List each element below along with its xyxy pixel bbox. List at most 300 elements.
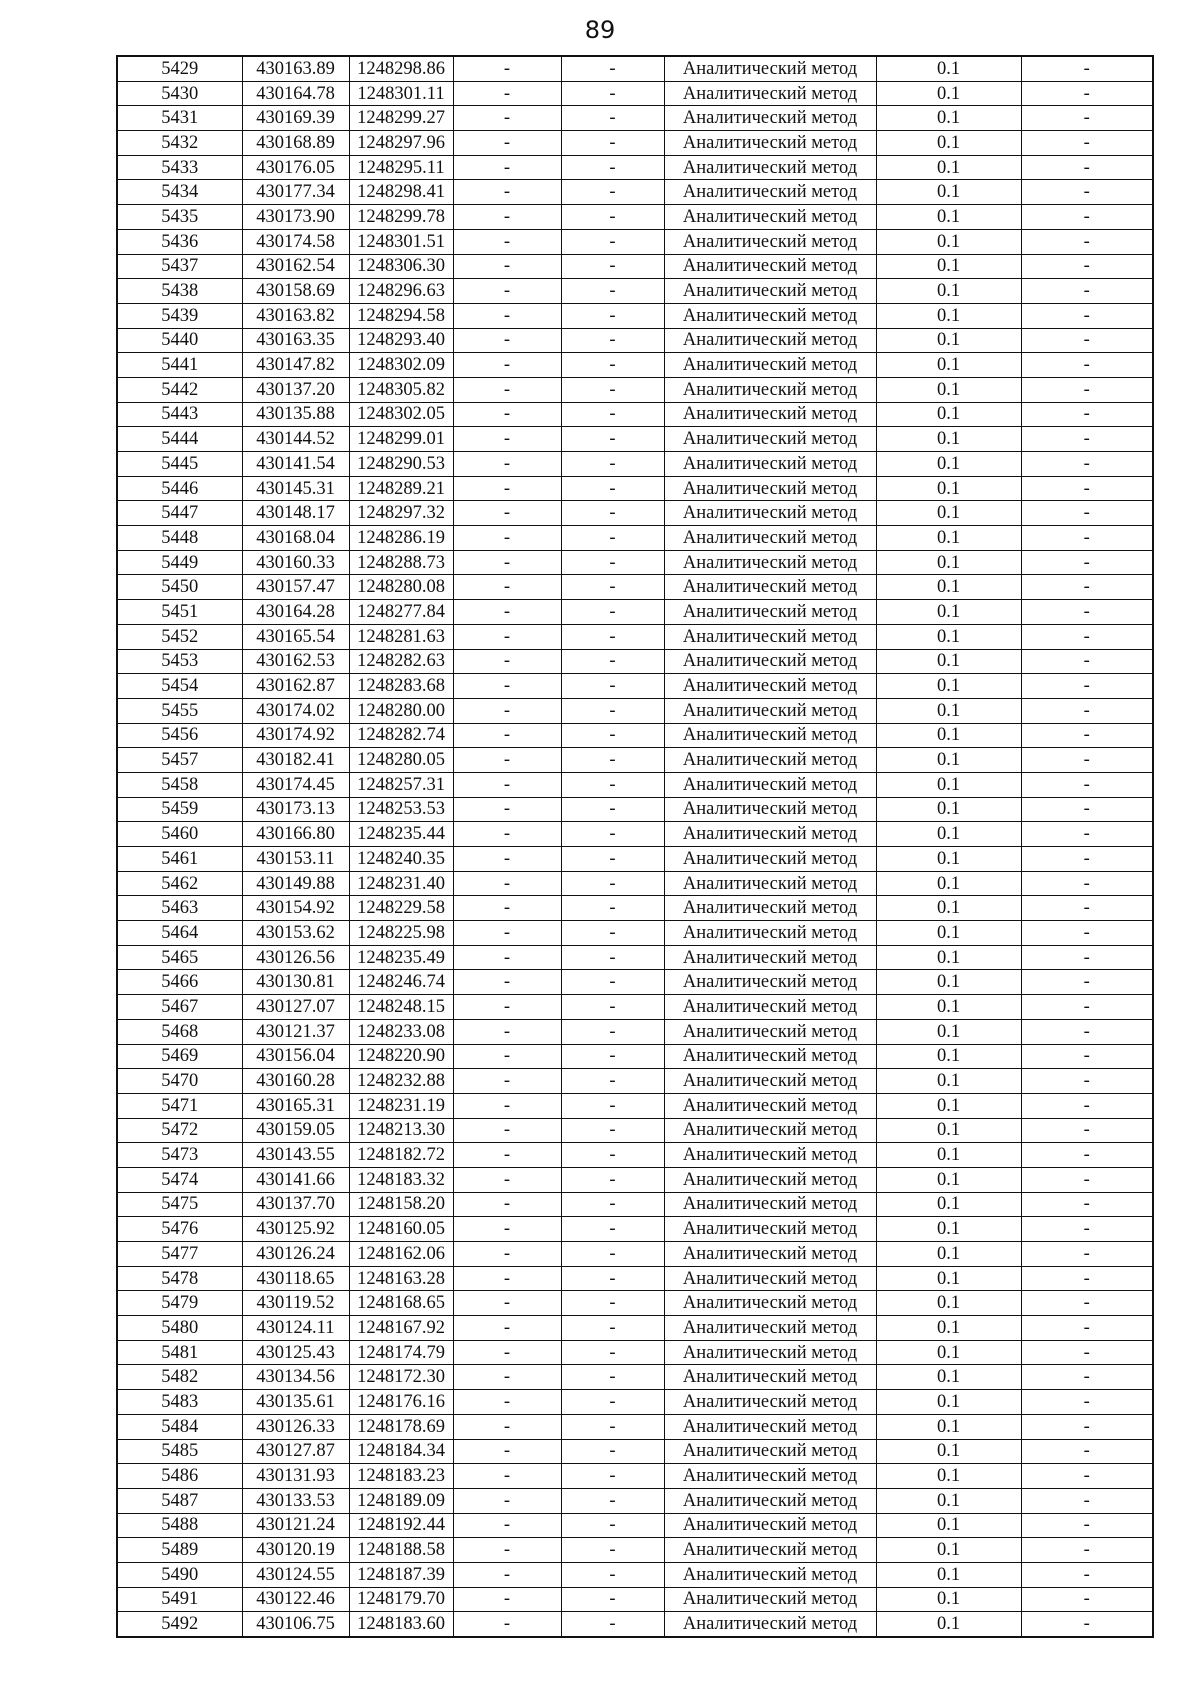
empty-cell-3: -	[1021, 822, 1153, 847]
y-coordinate-cell: 1248280.08	[349, 575, 453, 600]
method-cell: Аналитический метод	[664, 921, 876, 946]
empty-cell-3: -	[1021, 1266, 1153, 1291]
x-coordinate-cell: 430124.11	[242, 1316, 349, 1341]
method-cell: Аналитический метод	[664, 81, 876, 106]
x-coordinate-cell: 430122.46	[242, 1587, 349, 1612]
x-coordinate-cell: 430137.70	[242, 1192, 349, 1217]
method-cell: Аналитический метод	[664, 205, 876, 230]
y-coordinate-cell: 1248240.35	[349, 847, 453, 872]
empty-cell-3: -	[1021, 1439, 1153, 1464]
empty-cell-3: -	[1021, 205, 1153, 230]
method-cell: Аналитический метод	[664, 1439, 876, 1464]
point-number-cell: 5430	[117, 81, 242, 106]
accuracy-cell: 0.1	[876, 476, 1021, 501]
empty-cell-3: -	[1021, 106, 1153, 131]
point-number-cell: 5469	[117, 1044, 242, 1069]
x-coordinate-cell: 430106.75	[242, 1612, 349, 1637]
empty-cell-1: -	[453, 945, 561, 970]
empty-cell-2: -	[561, 723, 664, 748]
point-number-cell: 5473	[117, 1143, 242, 1168]
accuracy-cell: 0.1	[876, 797, 1021, 822]
accuracy-cell: 0.1	[876, 328, 1021, 353]
point-number-cell: 5467	[117, 995, 242, 1020]
x-coordinate-cell: 430144.52	[242, 427, 349, 452]
point-number-cell: 5465	[117, 945, 242, 970]
empty-cell-1: -	[453, 1612, 561, 1637]
y-coordinate-cell: 1248183.60	[349, 1612, 453, 1637]
method-cell: Аналитический метод	[664, 1242, 876, 1267]
y-coordinate-cell: 1248192.44	[349, 1513, 453, 1538]
empty-cell-2: -	[561, 600, 664, 625]
accuracy-cell: 0.1	[876, 377, 1021, 402]
x-coordinate-cell: 430156.04	[242, 1044, 349, 1069]
accuracy-cell: 0.1	[876, 674, 1021, 699]
x-coordinate-cell: 430168.89	[242, 131, 349, 156]
method-cell: Аналитический метод	[664, 106, 876, 131]
empty-cell-3: -	[1021, 1464, 1153, 1489]
table-row	[117, 1167, 1153, 1192]
empty-cell-1: -	[453, 328, 561, 353]
x-coordinate-cell: 430126.33	[242, 1414, 349, 1439]
point-number-cell: 5429	[117, 56, 242, 81]
empty-cell-3: -	[1021, 649, 1153, 674]
x-coordinate-cell: 430160.33	[242, 550, 349, 575]
method-cell: Аналитический метод	[664, 526, 876, 551]
table-row	[117, 131, 1153, 156]
table-row	[117, 279, 1153, 304]
empty-cell-3: -	[1021, 550, 1153, 575]
x-coordinate-cell: 430135.88	[242, 402, 349, 427]
y-coordinate-cell: 1248289.21	[349, 476, 453, 501]
table-row	[117, 698, 1153, 723]
y-coordinate-cell: 1248297.32	[349, 501, 453, 526]
point-number-cell: 5484	[117, 1414, 242, 1439]
table-row	[117, 797, 1153, 822]
empty-cell-1: -	[453, 698, 561, 723]
accuracy-cell: 0.1	[876, 1093, 1021, 1118]
y-coordinate-cell: 1248172.30	[349, 1365, 453, 1390]
table-row	[117, 1538, 1153, 1563]
x-coordinate-cell: 430137.20	[242, 377, 349, 402]
empty-cell-3: -	[1021, 56, 1153, 81]
method-cell: Аналитический метод	[664, 600, 876, 625]
method-cell: Аналитический метод	[664, 797, 876, 822]
accuracy-cell: 0.1	[876, 155, 1021, 180]
empty-cell-1: -	[453, 1291, 561, 1316]
x-coordinate-cell: 430173.90	[242, 205, 349, 230]
empty-cell-2: -	[561, 106, 664, 131]
empty-cell-2: -	[561, 945, 664, 970]
method-cell: Аналитический метод	[664, 1044, 876, 1069]
empty-cell-3: -	[1021, 279, 1153, 304]
accuracy-cell: 0.1	[876, 279, 1021, 304]
y-coordinate-cell: 1248280.00	[349, 698, 453, 723]
empty-cell-2: -	[561, 847, 664, 872]
accuracy-cell: 0.1	[876, 550, 1021, 575]
point-number-cell: 5444	[117, 427, 242, 452]
empty-cell-3: -	[1021, 526, 1153, 551]
method-cell: Аналитический метод	[664, 847, 876, 872]
accuracy-cell: 0.1	[876, 575, 1021, 600]
point-number-cell: 5458	[117, 772, 242, 797]
point-number-cell: 5460	[117, 822, 242, 847]
table-row	[117, 772, 1153, 797]
empty-cell-1: -	[453, 797, 561, 822]
point-number-cell: 5474	[117, 1167, 242, 1192]
empty-cell-3: -	[1021, 229, 1153, 254]
empty-cell-3: -	[1021, 871, 1153, 896]
y-coordinate-cell: 1248305.82	[349, 377, 453, 402]
table-row	[117, 476, 1153, 501]
point-number-cell: 5438	[117, 279, 242, 304]
y-coordinate-cell: 1248163.28	[349, 1266, 453, 1291]
empty-cell-2: -	[561, 1044, 664, 1069]
page-number: 89	[584, 16, 616, 44]
x-coordinate-cell: 430157.47	[242, 575, 349, 600]
empty-cell-2: -	[561, 1316, 664, 1341]
empty-cell-1: -	[453, 1340, 561, 1365]
empty-cell-1: -	[453, 1019, 561, 1044]
y-coordinate-cell: 1248187.39	[349, 1562, 453, 1587]
y-coordinate-cell: 1248248.15	[349, 995, 453, 1020]
accuracy-cell: 0.1	[876, 1167, 1021, 1192]
empty-cell-2: -	[561, 279, 664, 304]
method-cell: Аналитический метод	[664, 1538, 876, 1563]
method-cell: Аналитический метод	[664, 1562, 876, 1587]
empty-cell-1: -	[453, 279, 561, 304]
y-coordinate-cell: 1248257.31	[349, 772, 453, 797]
accuracy-cell: 0.1	[876, 402, 1021, 427]
empty-cell-3: -	[1021, 698, 1153, 723]
empty-cell-1: -	[453, 822, 561, 847]
y-coordinate-cell: 1248294.58	[349, 303, 453, 328]
y-coordinate-cell: 1248235.49	[349, 945, 453, 970]
empty-cell-2: -	[561, 1562, 664, 1587]
y-coordinate-cell: 1248283.68	[349, 674, 453, 699]
empty-cell-3: -	[1021, 896, 1153, 921]
y-coordinate-cell: 1248213.30	[349, 1118, 453, 1143]
x-coordinate-cell: 430160.28	[242, 1069, 349, 1094]
point-number-cell: 5439	[117, 303, 242, 328]
accuracy-cell: 0.1	[876, 624, 1021, 649]
table-row	[117, 1365, 1153, 1390]
accuracy-cell: 0.1	[876, 254, 1021, 279]
accuracy-cell: 0.1	[876, 649, 1021, 674]
empty-cell-1: -	[453, 1217, 561, 1242]
accuracy-cell: 0.1	[876, 772, 1021, 797]
table-row	[117, 1439, 1153, 1464]
accuracy-cell: 0.1	[876, 896, 1021, 921]
table-row	[117, 155, 1153, 180]
empty-cell-3: -	[1021, 723, 1153, 748]
accuracy-cell: 0.1	[876, 970, 1021, 995]
accuracy-cell: 0.1	[876, 1439, 1021, 1464]
point-number-cell: 5457	[117, 748, 242, 773]
accuracy-cell: 0.1	[876, 1612, 1021, 1637]
method-cell: Аналитический метод	[664, 1192, 876, 1217]
point-number-cell: 5453	[117, 649, 242, 674]
empty-cell-1: -	[453, 452, 561, 477]
empty-cell-2: -	[561, 180, 664, 205]
table-row	[117, 1291, 1153, 1316]
x-coordinate-cell: 430130.81	[242, 970, 349, 995]
empty-cell-2: -	[561, 155, 664, 180]
table-row	[117, 1192, 1153, 1217]
empty-cell-3: -	[1021, 155, 1153, 180]
point-number-cell: 5471	[117, 1093, 242, 1118]
accuracy-cell: 0.1	[876, 723, 1021, 748]
point-number-cell: 5436	[117, 229, 242, 254]
accuracy-cell: 0.1	[876, 995, 1021, 1020]
x-coordinate-cell: 430159.05	[242, 1118, 349, 1143]
empty-cell-1: -	[453, 353, 561, 378]
method-cell: Аналитический метод	[664, 180, 876, 205]
table-row	[117, 1390, 1153, 1415]
point-number-cell: 5487	[117, 1488, 242, 1513]
table-row	[117, 575, 1153, 600]
method-cell: Аналитический метод	[664, 1069, 876, 1094]
empty-cell-1: -	[453, 649, 561, 674]
accuracy-cell: 0.1	[876, 1019, 1021, 1044]
point-number-cell: 5478	[117, 1266, 242, 1291]
method-cell: Аналитический метод	[664, 896, 876, 921]
accuracy-cell: 0.1	[876, 205, 1021, 230]
empty-cell-3: -	[1021, 303, 1153, 328]
empty-cell-1: -	[453, 1266, 561, 1291]
table-row	[117, 921, 1153, 946]
y-coordinate-cell: 1248298.86	[349, 56, 453, 81]
table-row	[117, 600, 1153, 625]
y-coordinate-cell: 1248182.72	[349, 1143, 453, 1168]
table-row	[117, 254, 1153, 279]
empty-cell-1: -	[453, 1167, 561, 1192]
x-coordinate-cell: 430164.28	[242, 600, 349, 625]
y-coordinate-cell: 1248176.16	[349, 1390, 453, 1415]
empty-cell-3: -	[1021, 131, 1153, 156]
x-coordinate-cell: 430162.87	[242, 674, 349, 699]
empty-cell-3: -	[1021, 1192, 1153, 1217]
table-row	[117, 970, 1153, 995]
x-coordinate-cell: 430174.92	[242, 723, 349, 748]
empty-cell-1: -	[453, 871, 561, 896]
empty-cell-1: -	[453, 377, 561, 402]
x-coordinate-cell: 430141.54	[242, 452, 349, 477]
accuracy-cell: 0.1	[876, 1488, 1021, 1513]
empty-cell-2: -	[561, 550, 664, 575]
empty-cell-3: -	[1021, 1390, 1153, 1415]
table-row	[117, 550, 1153, 575]
empty-cell-2: -	[561, 476, 664, 501]
accuracy-cell: 0.1	[876, 501, 1021, 526]
accuracy-cell: 0.1	[876, 748, 1021, 773]
table-row	[117, 56, 1153, 81]
method-cell: Аналитический метод	[664, 1019, 876, 1044]
x-coordinate-cell: 430127.87	[242, 1439, 349, 1464]
accuracy-cell: 0.1	[876, 1192, 1021, 1217]
method-cell: Аналитический метод	[664, 1587, 876, 1612]
empty-cell-2: -	[561, 1538, 664, 1563]
empty-cell-3: -	[1021, 847, 1153, 872]
accuracy-cell: 0.1	[876, 1242, 1021, 1267]
method-cell: Аналитический метод	[664, 1365, 876, 1390]
method-cell: Аналитический метод	[664, 1390, 876, 1415]
accuracy-cell: 0.1	[876, 229, 1021, 254]
accuracy-cell: 0.1	[876, 353, 1021, 378]
empty-cell-2: -	[561, 1439, 664, 1464]
point-number-cell: 5476	[117, 1217, 242, 1242]
point-number-cell: 5490	[117, 1562, 242, 1587]
y-coordinate-cell: 1248233.08	[349, 1019, 453, 1044]
empty-cell-1: -	[453, 1562, 561, 1587]
table-row	[117, 1093, 1153, 1118]
point-number-cell: 5459	[117, 797, 242, 822]
point-number-cell: 5448	[117, 526, 242, 551]
point-number-cell: 5486	[117, 1464, 242, 1489]
point-number-cell: 5456	[117, 723, 242, 748]
method-cell: Аналитический метод	[664, 970, 876, 995]
y-coordinate-cell: 1248280.05	[349, 748, 453, 773]
x-coordinate-cell: 430177.34	[242, 180, 349, 205]
x-coordinate-cell: 430164.78	[242, 81, 349, 106]
empty-cell-3: -	[1021, 353, 1153, 378]
table-row	[117, 106, 1153, 131]
table-row	[117, 377, 1153, 402]
empty-cell-1: -	[453, 155, 561, 180]
point-number-cell: 5479	[117, 1291, 242, 1316]
x-coordinate-cell: 430153.11	[242, 847, 349, 872]
y-coordinate-cell: 1248288.73	[349, 550, 453, 575]
method-cell: Аналитический метод	[664, 575, 876, 600]
empty-cell-2: -	[561, 797, 664, 822]
point-number-cell: 5450	[117, 575, 242, 600]
point-number-cell: 5485	[117, 1439, 242, 1464]
empty-cell-3: -	[1021, 1316, 1153, 1341]
accuracy-cell: 0.1	[876, 1464, 1021, 1489]
table-row	[117, 353, 1153, 378]
method-cell: Аналитический метод	[664, 155, 876, 180]
x-coordinate-cell: 430143.55	[242, 1143, 349, 1168]
accuracy-cell: 0.1	[876, 1390, 1021, 1415]
empty-cell-3: -	[1021, 797, 1153, 822]
point-number-cell: 5449	[117, 550, 242, 575]
accuracy-cell: 0.1	[876, 452, 1021, 477]
y-coordinate-cell: 1248299.78	[349, 205, 453, 230]
x-coordinate-cell: 430133.53	[242, 1488, 349, 1513]
y-coordinate-cell: 1248299.27	[349, 106, 453, 131]
x-coordinate-cell: 430121.37	[242, 1019, 349, 1044]
method-cell: Аналитический метод	[664, 1464, 876, 1489]
empty-cell-1: -	[453, 1242, 561, 1267]
method-cell: Аналитический метод	[664, 377, 876, 402]
accuracy-cell: 0.1	[876, 81, 1021, 106]
empty-cell-1: -	[453, 1143, 561, 1168]
empty-cell-1: -	[453, 180, 561, 205]
empty-cell-2: -	[561, 353, 664, 378]
x-coordinate-cell: 430153.62	[242, 921, 349, 946]
empty-cell-1: -	[453, 970, 561, 995]
empty-cell-1: -	[453, 402, 561, 427]
method-cell: Аналитический метод	[664, 945, 876, 970]
empty-cell-1: -	[453, 1538, 561, 1563]
x-coordinate-cell: 430147.82	[242, 353, 349, 378]
empty-cell-2: -	[561, 1414, 664, 1439]
y-coordinate-cell: 1248281.63	[349, 624, 453, 649]
empty-cell-3: -	[1021, 1612, 1153, 1637]
x-coordinate-cell: 430165.54	[242, 624, 349, 649]
empty-cell-3: -	[1021, 921, 1153, 946]
method-cell: Аналитический метод	[664, 254, 876, 279]
accuracy-cell: 0.1	[876, 1316, 1021, 1341]
point-number-cell: 5481	[117, 1340, 242, 1365]
empty-cell-2: -	[561, 995, 664, 1020]
x-coordinate-cell: 430134.56	[242, 1365, 349, 1390]
table-row	[117, 1587, 1153, 1612]
table-row	[117, 205, 1153, 230]
method-cell: Аналитический метод	[664, 1167, 876, 1192]
empty-cell-1: -	[453, 847, 561, 872]
accuracy-cell: 0.1	[876, 1069, 1021, 1094]
method-cell: Аналитический метод	[664, 723, 876, 748]
accuracy-cell: 0.1	[876, 1414, 1021, 1439]
table-row	[117, 1143, 1153, 1168]
empty-cell-1: -	[453, 1513, 561, 1538]
empty-cell-1: -	[453, 106, 561, 131]
empty-cell-1: -	[453, 995, 561, 1020]
table-row	[117, 1316, 1153, 1341]
x-coordinate-cell: 430168.04	[242, 526, 349, 551]
table-row	[117, 649, 1153, 674]
empty-cell-3: -	[1021, 254, 1153, 279]
point-number-cell: 5466	[117, 970, 242, 995]
point-number-cell: 5455	[117, 698, 242, 723]
table-row	[117, 402, 1153, 427]
x-coordinate-cell: 430163.89	[242, 56, 349, 81]
empty-cell-2: -	[561, 1488, 664, 1513]
accuracy-cell: 0.1	[876, 871, 1021, 896]
y-coordinate-cell: 1248301.51	[349, 229, 453, 254]
y-coordinate-cell: 1248162.06	[349, 1242, 453, 1267]
empty-cell-1: -	[453, 56, 561, 81]
method-cell: Аналитический метод	[664, 427, 876, 452]
empty-cell-1: -	[453, 600, 561, 625]
empty-cell-3: -	[1021, 1538, 1153, 1563]
x-coordinate-cell: 430120.19	[242, 1538, 349, 1563]
x-coordinate-cell: 430166.80	[242, 822, 349, 847]
y-coordinate-cell: 1248235.44	[349, 822, 453, 847]
empty-cell-3: -	[1021, 1513, 1153, 1538]
accuracy-cell: 0.1	[876, 600, 1021, 625]
x-coordinate-cell: 430126.56	[242, 945, 349, 970]
x-coordinate-cell: 430141.66	[242, 1167, 349, 1192]
x-coordinate-cell: 430125.92	[242, 1217, 349, 1242]
accuracy-cell: 0.1	[876, 1365, 1021, 1390]
method-cell: Аналитический метод	[664, 452, 876, 477]
empty-cell-1: -	[453, 1069, 561, 1094]
table-row	[117, 180, 1153, 205]
point-number-cell: 5461	[117, 847, 242, 872]
empty-cell-1: -	[453, 1390, 561, 1415]
x-coordinate-cell: 430131.93	[242, 1464, 349, 1489]
accuracy-cell: 0.1	[876, 1217, 1021, 1242]
table-row	[117, 229, 1153, 254]
method-cell: Аналитический метод	[664, 1340, 876, 1365]
empty-cell-3: -	[1021, 81, 1153, 106]
empty-cell-1: -	[453, 526, 561, 551]
empty-cell-3: -	[1021, 1044, 1153, 1069]
empty-cell-1: -	[453, 1093, 561, 1118]
empty-cell-1: -	[453, 1316, 561, 1341]
point-number-cell: 5491	[117, 1587, 242, 1612]
